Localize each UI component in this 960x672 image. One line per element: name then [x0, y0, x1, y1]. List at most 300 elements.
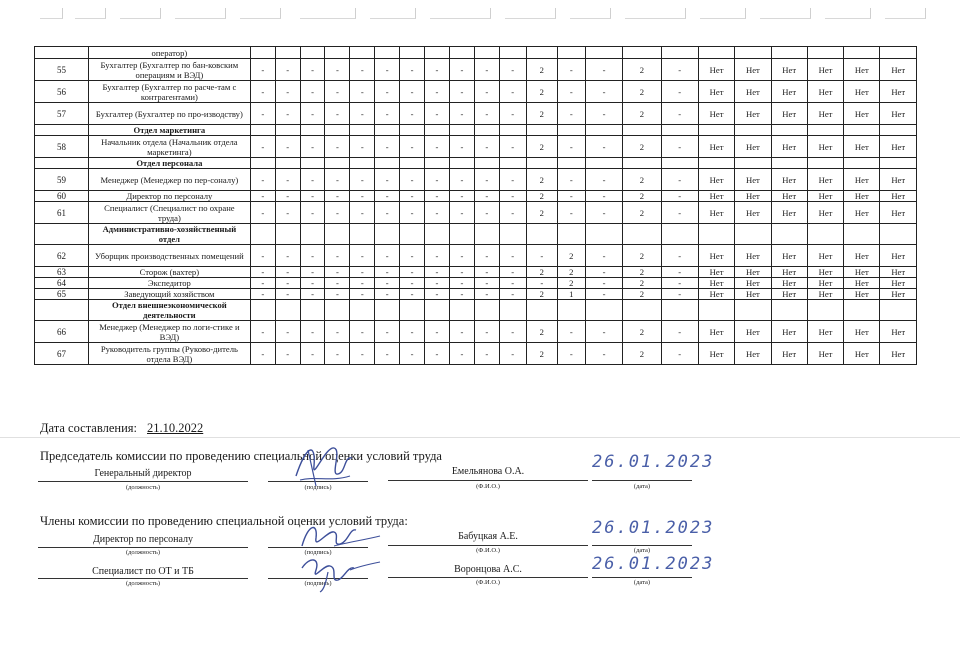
value-cell: - — [250, 81, 275, 103]
value-cell: - — [325, 245, 350, 267]
value-cell: - — [557, 59, 585, 81]
job-title-cell: Заведующий хозяйством — [88, 289, 250, 300]
value-cell: Нет — [698, 81, 734, 103]
value-cell: - — [449, 245, 474, 267]
value-cell: Нет — [735, 245, 771, 267]
value-cell: - — [400, 278, 425, 289]
value-cell: - — [275, 202, 300, 224]
value-cell: - — [449, 289, 474, 300]
value-cell: - — [400, 59, 425, 81]
date-value: 21.10.2022 — [147, 421, 204, 435]
results-table — [34, 46, 917, 365]
value-cell: - — [425, 321, 450, 343]
table-cell — [375, 158, 400, 169]
row-number-cell: 63 — [35, 267, 89, 278]
value-cell: Нет — [807, 278, 843, 289]
value-cell: - — [325, 59, 350, 81]
table-cell — [557, 158, 585, 169]
value-cell: - — [250, 267, 275, 278]
value-cell: Нет — [880, 278, 917, 289]
value-cell: - — [250, 245, 275, 267]
value-cell: - — [325, 267, 350, 278]
table-cell — [375, 224, 400, 245]
value-cell: - — [557, 343, 585, 365]
value-cell: - — [350, 191, 375, 202]
value-cell: - — [661, 169, 698, 191]
date-line — [592, 577, 692, 578]
table-cell — [300, 158, 325, 169]
table-cell — [250, 224, 275, 245]
value-cell: - — [499, 245, 526, 267]
value-cell: - — [275, 321, 300, 343]
row-number-cell — [35, 158, 89, 169]
table-cell — [250, 300, 275, 321]
date-line — [592, 545, 692, 546]
value-cell: - — [250, 278, 275, 289]
table-cell — [661, 224, 698, 245]
job-title-cell: Уборщик производственных помещений — [88, 245, 250, 267]
table-cell — [474, 158, 499, 169]
handwritten-date: 26.01.2023 — [592, 452, 715, 472]
value-cell: - — [449, 321, 474, 343]
table-cell — [771, 224, 807, 245]
value-cell: - — [375, 103, 400, 125]
table-cell — [771, 125, 807, 136]
job-title-cell: Менеджер (Менеджер по логи-стике и ВЭД) — [88, 321, 250, 343]
value-cell: Нет — [698, 289, 734, 300]
value-cell: - — [250, 343, 275, 365]
value-cell: Нет — [880, 321, 917, 343]
value-cell: Нет — [698, 136, 734, 158]
value-cell: Нет — [771, 81, 807, 103]
value-cell: - — [350, 103, 375, 125]
value-cell: - — [585, 289, 622, 300]
value-cell: Нет — [735, 289, 771, 300]
value-cell: - — [499, 169, 526, 191]
value-cell: - — [350, 136, 375, 158]
value-cell: Нет — [844, 59, 880, 81]
value-cell: - — [661, 81, 698, 103]
table-cell — [250, 47, 275, 59]
row-number-cell — [35, 47, 89, 59]
value-cell: - — [400, 245, 425, 267]
value-cell: - — [400, 103, 425, 125]
value-cell: - — [350, 81, 375, 103]
job-title-cell: Руководитель группы (Руково-дитель отдела ВЭД) — [88, 343, 250, 365]
chair-title: Председатель комиссии по проведению специальной оценки условий труда — [40, 449, 442, 463]
value-cell: - — [250, 202, 275, 224]
table-cell — [585, 125, 622, 136]
value-cell: Нет — [807, 191, 843, 202]
row-number-cell: 66 — [35, 321, 89, 343]
value-cell: 2 — [526, 81, 557, 103]
value-cell: - — [325, 343, 350, 365]
value-cell: - — [449, 169, 474, 191]
value-cell: - — [661, 289, 698, 300]
value-cell: - — [275, 278, 300, 289]
value-cell: - — [585, 321, 622, 343]
value-cell: - — [661, 191, 698, 202]
value-cell: Нет — [735, 103, 771, 125]
value-cell: - — [400, 202, 425, 224]
job-title-cell: Начальник отдела (Начальник отдела маркетинга) — [88, 136, 250, 158]
value-cell: - — [557, 103, 585, 125]
value-cell: Нет — [844, 278, 880, 289]
members-title: Члены комиссии по проведению специальной оценки условий труда: — [40, 514, 408, 528]
value-cell: - — [275, 191, 300, 202]
value-cell: - — [350, 343, 375, 365]
table-cell — [585, 158, 622, 169]
value-cell: 2 — [623, 169, 661, 191]
value-cell: Нет — [735, 321, 771, 343]
value-cell: - — [350, 289, 375, 300]
value-cell: - — [425, 278, 450, 289]
table-cell — [425, 47, 450, 59]
value-cell: - — [661, 343, 698, 365]
table-cell — [275, 47, 300, 59]
value-cell: Нет — [698, 103, 734, 125]
row-number-cell — [35, 224, 89, 245]
table-cell — [350, 224, 375, 245]
value-cell: - — [499, 103, 526, 125]
value-cell: Нет — [771, 136, 807, 158]
value-cell: 2 — [623, 81, 661, 103]
value-cell: - — [250, 289, 275, 300]
value-cell: - — [400, 136, 425, 158]
caption-date: (дата) — [633, 579, 651, 586]
table-cell — [400, 158, 425, 169]
row-number-cell: 59 — [35, 169, 89, 191]
value-cell: - — [300, 81, 325, 103]
caption-position: (должность) — [125, 580, 161, 587]
table-row — [35, 343, 917, 365]
value-cell: Нет — [698, 267, 734, 278]
value-cell: - — [375, 169, 400, 191]
caption-date: (дата) — [633, 483, 651, 490]
value-cell: Нет — [844, 267, 880, 278]
value-cell: - — [557, 202, 585, 224]
table-cell — [771, 158, 807, 169]
value-cell: - — [526, 278, 557, 289]
value-cell: - — [275, 267, 300, 278]
value-cell: - — [661, 245, 698, 267]
value-cell: - — [325, 278, 350, 289]
table-cell — [300, 224, 325, 245]
value-cell: - — [350, 169, 375, 191]
value-cell: - — [350, 278, 375, 289]
table-cell — [585, 224, 622, 245]
value-cell: Нет — [807, 81, 843, 103]
value-cell: - — [300, 191, 325, 202]
table-cell — [250, 158, 275, 169]
value-cell: - — [275, 169, 300, 191]
value-cell: Нет — [807, 136, 843, 158]
value-cell: Нет — [698, 245, 734, 267]
value-cell: - — [474, 136, 499, 158]
value-cell: - — [499, 278, 526, 289]
value-cell: - — [325, 202, 350, 224]
value-cell: - — [375, 343, 400, 365]
table-cell — [623, 224, 661, 245]
value-cell: - — [275, 81, 300, 103]
value-cell: 2 — [623, 267, 661, 278]
job-title-cell: Бухгалтер (Бухгалтер по расче-там с контрагентами) — [88, 81, 250, 103]
signature-image — [294, 552, 384, 594]
table-cell — [425, 125, 450, 136]
value-cell: - — [474, 321, 499, 343]
table-cell — [698, 125, 734, 136]
value-cell: - — [499, 343, 526, 365]
table-cell — [880, 300, 917, 321]
row-number-cell: 57 — [35, 103, 89, 125]
value-cell: - — [375, 289, 400, 300]
value-cell: - — [474, 103, 499, 125]
value-cell: - — [449, 278, 474, 289]
table-cell — [844, 47, 880, 59]
value-cell: Нет — [771, 343, 807, 365]
table-cell — [250, 125, 275, 136]
value-cell: 2 — [557, 267, 585, 278]
table-cell — [425, 224, 450, 245]
table-cell — [474, 47, 499, 59]
value-cell: - — [425, 245, 450, 267]
table-cell — [449, 300, 474, 321]
job-title-cell: Бухгалтер (Бухгалтер по бан-ковским операциям и ВЭД) — [88, 59, 250, 81]
table-cell — [526, 224, 557, 245]
value-cell: - — [425, 169, 450, 191]
value-cell: - — [400, 267, 425, 278]
value-cell: - — [499, 289, 526, 300]
value-cell: - — [300, 267, 325, 278]
value-cell: Нет — [807, 169, 843, 191]
value-cell: - — [250, 191, 275, 202]
table-cell — [275, 224, 300, 245]
table-cell — [449, 158, 474, 169]
value-cell: - — [449, 343, 474, 365]
value-cell: 2 — [623, 245, 661, 267]
value-cell: - — [325, 136, 350, 158]
value-cell: - — [557, 136, 585, 158]
table-cell — [325, 125, 350, 136]
value-cell: - — [557, 321, 585, 343]
value-cell: - — [425, 289, 450, 300]
value-cell: - — [474, 191, 499, 202]
value-cell: - — [661, 267, 698, 278]
table-cell — [425, 158, 450, 169]
value-cell: - — [661, 103, 698, 125]
value-cell: 2 — [623, 103, 661, 125]
value-cell: 2 — [557, 245, 585, 267]
table-cell — [698, 300, 734, 321]
value-cell: Нет — [698, 278, 734, 289]
value-cell: - — [425, 81, 450, 103]
row-number-cell: 60 — [35, 191, 89, 202]
table-cell — [474, 224, 499, 245]
value-cell: - — [350, 267, 375, 278]
value-cell: - — [449, 191, 474, 202]
value-cell: 2 — [623, 202, 661, 224]
value-cell: Нет — [880, 202, 917, 224]
value-cell: - — [325, 169, 350, 191]
value-cell: Нет — [844, 136, 880, 158]
value-cell: - — [557, 81, 585, 103]
value-cell: - — [449, 136, 474, 158]
value-cell: - — [375, 136, 400, 158]
value-cell: - — [400, 169, 425, 191]
table-cell — [880, 125, 917, 136]
value-cell: 2 — [526, 169, 557, 191]
value-cell: Нет — [880, 81, 917, 103]
row-number-cell — [35, 125, 89, 136]
table-cell — [735, 158, 771, 169]
value-cell: - — [449, 81, 474, 103]
value-cell: - — [375, 267, 400, 278]
value-cell: Нет — [844, 81, 880, 103]
value-cell: - — [499, 191, 526, 202]
value-cell: - — [585, 136, 622, 158]
value-cell: - — [557, 191, 585, 202]
value-cell: - — [499, 59, 526, 81]
value-cell: - — [585, 191, 622, 202]
value-cell: - — [350, 245, 375, 267]
value-cell: Нет — [844, 321, 880, 343]
row-number-cell: 65 — [35, 289, 89, 300]
value-cell: - — [474, 169, 499, 191]
date-line — [592, 480, 692, 481]
value-cell: Нет — [807, 202, 843, 224]
job-title-cell: Директор по персоналу — [88, 191, 250, 202]
row-number-cell: 55 — [35, 59, 89, 81]
value-cell: - — [585, 278, 622, 289]
value-cell: 2 — [526, 343, 557, 365]
table-cell — [474, 300, 499, 321]
value-cell: - — [585, 59, 622, 81]
caption-signature: (подпись) — [304, 549, 332, 556]
table-cell — [350, 300, 375, 321]
value-cell: - — [300, 245, 325, 267]
caption-signature: (подпись) — [304, 580, 332, 587]
name-line — [388, 480, 588, 481]
value-cell: Нет — [880, 136, 917, 158]
value-cell: - — [499, 321, 526, 343]
table-row — [35, 202, 917, 224]
table-cell — [526, 300, 557, 321]
value-cell: - — [425, 267, 450, 278]
value-cell: - — [499, 81, 526, 103]
value-cell: Нет — [771, 289, 807, 300]
value-cell: - — [375, 321, 400, 343]
table-cell — [844, 125, 880, 136]
table-cell — [526, 47, 557, 59]
table-cell — [844, 158, 880, 169]
caption-position: (должность) — [125, 484, 161, 491]
value-cell: Нет — [880, 59, 917, 81]
position-line — [38, 481, 248, 482]
table-cell — [350, 158, 375, 169]
signer-position: Специалист по ОТ и ТБ — [92, 566, 194, 577]
value-cell: - — [325, 191, 350, 202]
value-cell: - — [400, 81, 425, 103]
value-cell: Нет — [807, 289, 843, 300]
table-row — [35, 81, 917, 103]
table-cell — [557, 125, 585, 136]
value-cell: - — [474, 81, 499, 103]
table-row — [35, 191, 917, 202]
value-cell: 2 — [623, 289, 661, 300]
row-number-cell — [35, 300, 89, 321]
value-cell: - — [275, 103, 300, 125]
value-cell: - — [275, 59, 300, 81]
section-row — [35, 158, 917, 169]
row-number-cell: 67 — [35, 343, 89, 365]
value-cell: Нет — [698, 191, 734, 202]
section-row — [35, 125, 917, 136]
table-cell — [585, 47, 622, 59]
table-cell — [300, 125, 325, 136]
value-cell: Нет — [807, 245, 843, 267]
table-cell — [425, 300, 450, 321]
value-cell: 2 — [526, 267, 557, 278]
section-header: Отдел внешнеэкономической деятельности — [88, 300, 250, 321]
value-cell: Нет — [771, 321, 807, 343]
table-cell — [474, 125, 499, 136]
value-cell: 2 — [526, 289, 557, 300]
value-cell: - — [449, 103, 474, 125]
table-cell — [300, 300, 325, 321]
value-cell: - — [275, 343, 300, 365]
table-cell — [771, 300, 807, 321]
value-cell: 2 — [526, 59, 557, 81]
value-cell: 2 — [526, 202, 557, 224]
value-cell: - — [250, 103, 275, 125]
handwritten-date: 26.01.2023 — [592, 518, 715, 538]
value-cell: - — [449, 267, 474, 278]
value-cell: - — [449, 59, 474, 81]
value-cell: Нет — [844, 245, 880, 267]
value-cell: - — [300, 59, 325, 81]
caption-position: (должность) — [125, 549, 161, 556]
value-cell: Нет — [735, 59, 771, 81]
value-cell: - — [585, 81, 622, 103]
caption-date: (дата) — [633, 547, 651, 554]
table-cell — [449, 47, 474, 59]
value-cell: - — [585, 202, 622, 224]
handwritten-date: 26.01.2023 — [592, 554, 715, 574]
value-cell: - — [300, 169, 325, 191]
value-cell: - — [499, 202, 526, 224]
value-cell: - — [275, 245, 300, 267]
value-cell: - — [300, 103, 325, 125]
value-cell: - — [661, 321, 698, 343]
value-cell: - — [425, 136, 450, 158]
position-line — [38, 547, 248, 548]
value-cell: 2 — [623, 343, 661, 365]
value-cell: 2 — [623, 59, 661, 81]
value-cell: - — [375, 278, 400, 289]
table-cell — [661, 300, 698, 321]
table-row — [35, 289, 917, 300]
value-cell: - — [474, 267, 499, 278]
value-cell: Нет — [698, 169, 734, 191]
job-title-cell: Специалист (Специалист по охране труда) — [88, 202, 250, 224]
table-cell — [880, 158, 917, 169]
value-cell: Нет — [735, 267, 771, 278]
caption-name: (Ф.И.О.) — [476, 579, 500, 586]
value-cell: - — [425, 191, 450, 202]
table-cell — [623, 125, 661, 136]
job-title-cell: Экспедитор — [88, 278, 250, 289]
row-number-cell: 61 — [35, 202, 89, 224]
